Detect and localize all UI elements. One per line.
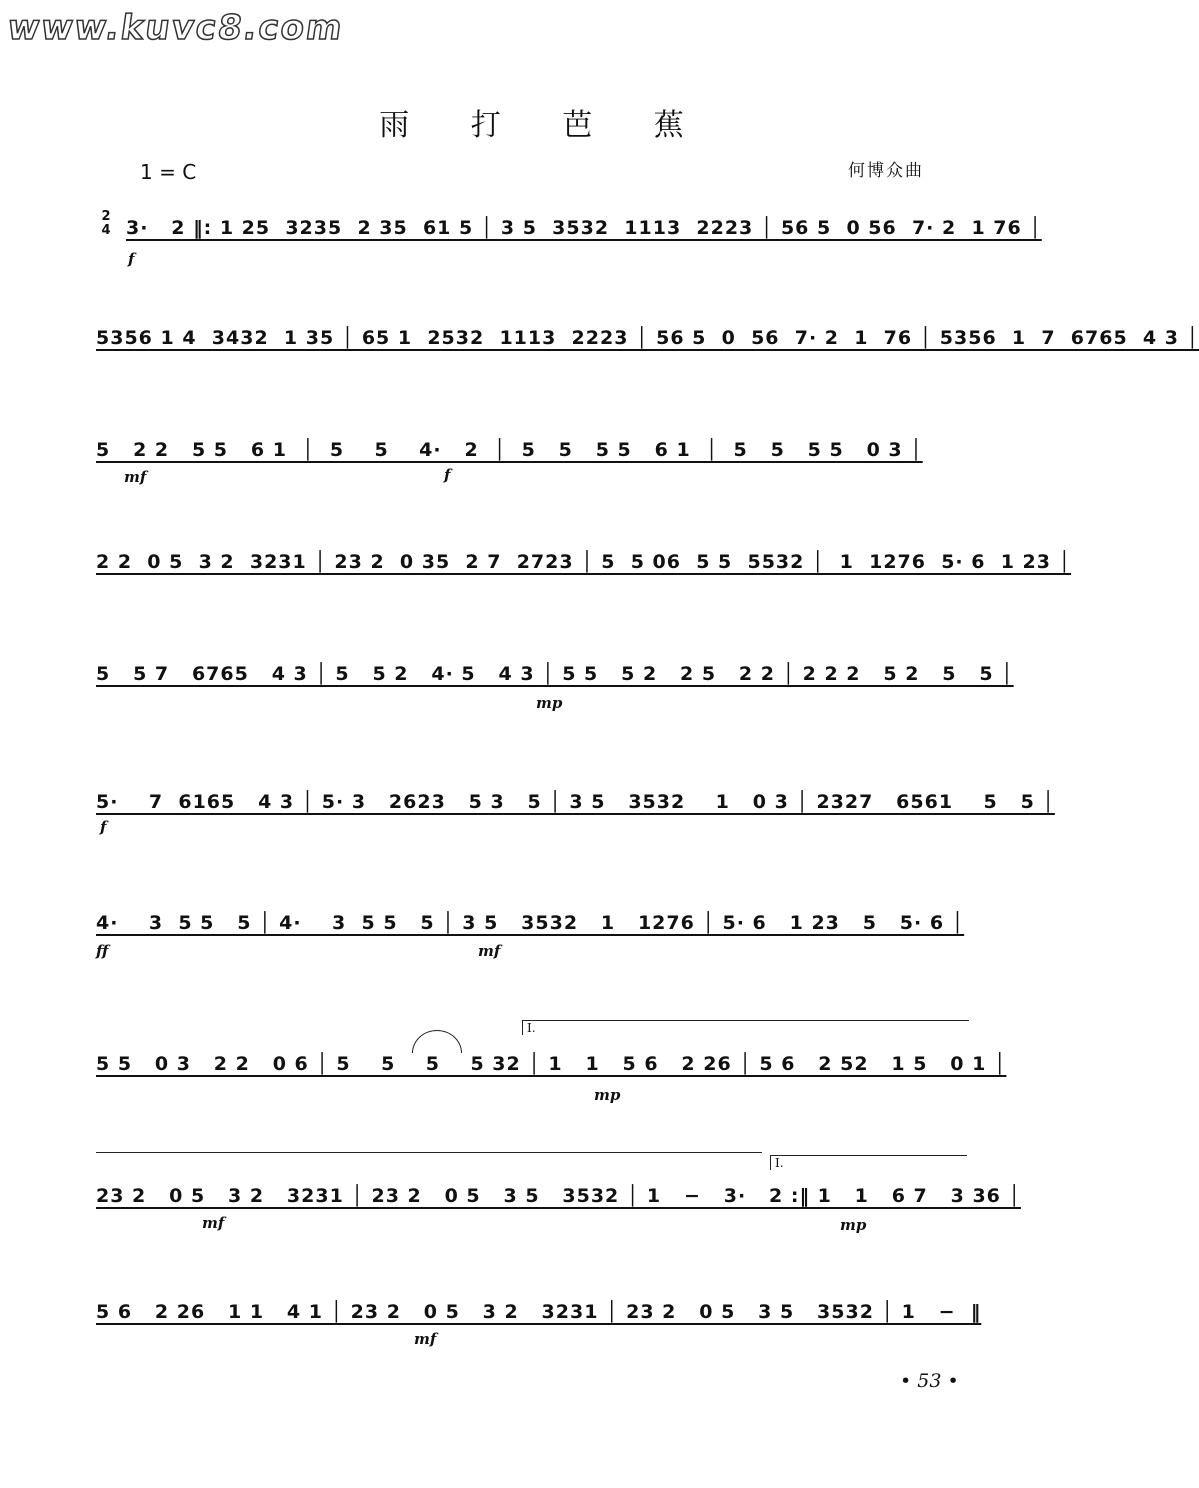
score-line-3: 5 2 2 5 5 6 1 │ 5 5 4· 2 │ 5 5 5 5 6 1 │ 5 5 5 5 0 3 │ xyxy=(96,439,923,461)
volta-bracket-2 xyxy=(770,1155,967,1170)
score-line-9: 23 2 0 5 3 2 3231 │ 23 2 0 5 3 5 3532 │ 1 − 3· 2 :‖ 1 1 6 7 3 36 │ xyxy=(96,1185,1021,1207)
dynamic-marking: mp xyxy=(840,1216,867,1234)
dynamic-marking: mf xyxy=(478,942,501,960)
score-line-7: 4· 3 5 5 5 │ 4· 3 5 5 5 │ 3 5 3532 1 1276 │ 5· 6 1 23 5 5· 6 │ xyxy=(96,912,965,934)
score-line-5: 5 5 7 6765 4 3 │ 5 5 2 4· 5 4 3 │ 5 5 5 2 2 5 2 2 │ 2 2 2 5 2 5 5 │ xyxy=(96,663,1014,685)
time-signature xyxy=(99,210,113,238)
key-signature: 1 = C xyxy=(140,160,197,184)
dynamic-marking: f xyxy=(128,250,135,268)
volta-label: I. xyxy=(527,1021,536,1035)
dynamic-marking: mp xyxy=(536,694,563,712)
slur-mark xyxy=(412,1030,462,1053)
dynamic-marking: mf xyxy=(202,1214,225,1232)
score-line-6: 5· 7 6165 4 3 │ 5· 3 2623 5 3 5 │ 3 5 3532 1 0 3 │ 2327 6561 5 5 │ xyxy=(96,791,1055,813)
time-signature-top: 2 xyxy=(101,209,111,224)
score-line-8: 5 5 0 3 2 2 0 6 │ 5 5 5 5 32 │ 1 1 5 6 2 26 │ 5 6 2 52 1 5 0 1 │ xyxy=(96,1053,1007,1075)
composer: 何博众曲 xyxy=(848,161,924,181)
volta-bracket-1 xyxy=(522,1020,969,1035)
time-signature-bottom: 4 xyxy=(101,223,111,238)
dynamic-marking: ff xyxy=(96,942,109,960)
score-line-10: 5 6 2 26 1 1 4 1 │ 23 2 0 5 3 2 3231 │ 23 2 0 5 3 5 3532 │ 1 − ‖ xyxy=(96,1301,982,1323)
watermark: www.kuvc8.com xyxy=(5,8,347,48)
score-line-4: 2 2 0 5 3 2 3231 │ 23 2 0 35 2 7 2723 │ 5 5 06 5 5 5532 │ 1 1276 5· 6 1 23 │ xyxy=(96,551,1072,573)
dynamic-marking: mf xyxy=(124,468,147,486)
dynamic-marking: mf xyxy=(414,1330,437,1348)
dynamic-marking: f xyxy=(444,466,451,484)
dynamic-marking: mp xyxy=(594,1086,621,1104)
page-number: • 53 • xyxy=(900,1370,959,1392)
score-line-2: 5356 1 4 3432 1 35 │ 65 1 2532 1113 2223 │ 56 5 0 56 7· 2 1 76 │ 5356 1 7 6765 4 3 │ xyxy=(96,327,1199,349)
volta-label: I. xyxy=(775,1156,784,1170)
dynamic-marking: f xyxy=(100,818,107,836)
score-title: 雨 打 芭 蕉 xyxy=(379,108,710,143)
volta-continuation xyxy=(96,1152,762,1153)
score-line-1: 3· 2 ‖: 1 25 3235 2 35 61 5 │ 3 5 3532 1113 2223 │ 56 5 0 56 7· 2 1 76 │ xyxy=(126,217,1042,239)
